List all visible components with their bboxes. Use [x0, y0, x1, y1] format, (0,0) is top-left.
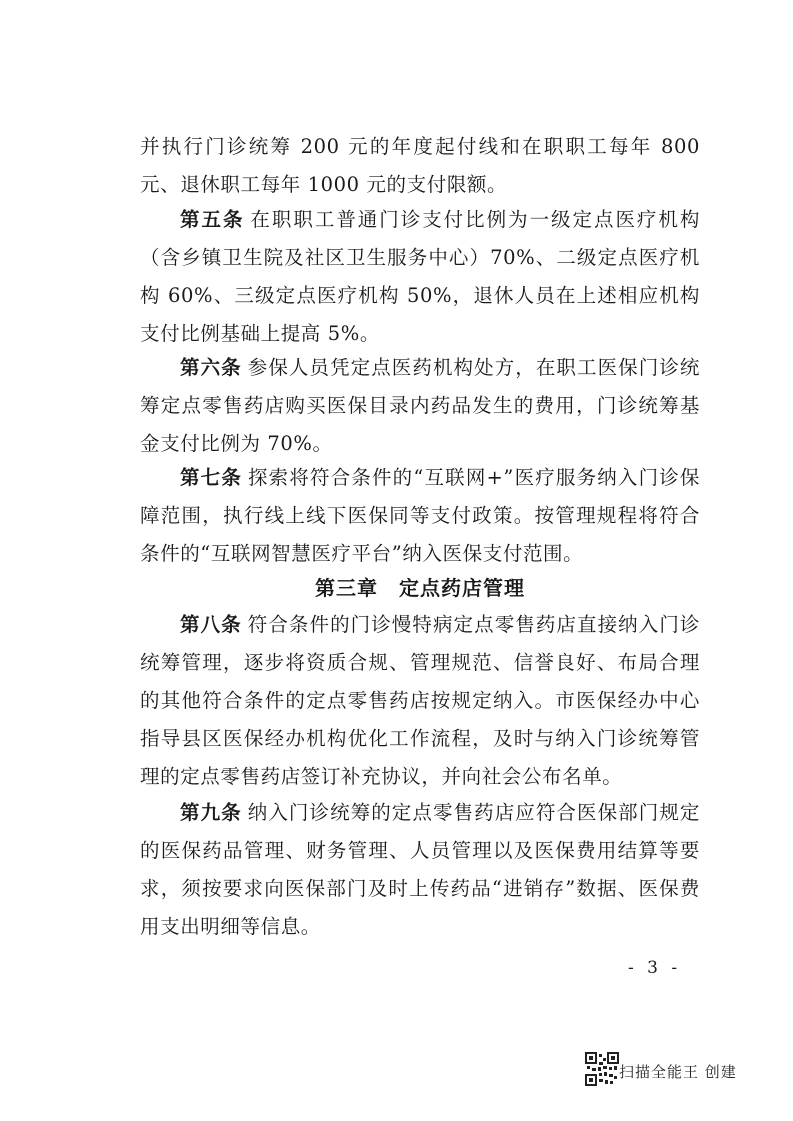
paragraph-text: 参保人员凭定点医药机构处方，在职工医保门诊统筹定点零售药店购买医保目录内药品发生的费用，门诊统筹基金支付比例为 70%。	[140, 356, 700, 455]
article-label: 第九条	[180, 801, 242, 824]
chapter-title: 第三章 定点药店管理	[315, 576, 525, 600]
article-7	[140, 459, 700, 573]
footer-text: 扫描全能王 创建	[619, 1062, 737, 1081]
paragraph-text: 探索将符合条件的“互联网+”医疗服务纳入门诊保障范围，执行线上线下医保同等支付政策。按管理规程将符合条件的“互联网智慧医疗平台”纳入医保支付范围。	[140, 466, 701, 565]
article-5	[140, 201, 700, 353]
article-label: 第八条	[180, 613, 242, 636]
article-6	[140, 349, 700, 463]
article-8	[140, 606, 700, 796]
article-label: 第七条	[180, 466, 243, 489]
paragraph-continuation	[140, 128, 700, 204]
article-9	[140, 794, 700, 946]
article-label: 第五条	[180, 208, 245, 231]
paragraph-text: 符合条件的门诊慢特病定点零售药店直接纳入门诊统筹管理，逐步将资质合规、管理规范、信誉良好、布局合理的其他符合条件的定点零售药店按规定纳入。市医保经办中心指导县区医保经办机构优化工作流程，及时与纳入门诊统筹管理的定点零售药店签订补充协议，并向社会公布名单。	[140, 613, 700, 788]
paragraph-text: 并执行门诊统筹 200 元的年度起付线和在职职工每年 800 元、退休职工每年 1000 元的支付限额。	[140, 135, 700, 196]
paragraph-text: 纳入门诊统筹的定点零售药店应符合医保部门规定的医保药品管理、财务管理、人员管理以及医保费用结算等要求，须按要求向医保部门及时上传药品“进销存”数据、医保费用支出明细等信息。	[140, 801, 700, 938]
qr-code-icon	[585, 1052, 619, 1090]
scanner-watermark	[585, 1052, 737, 1090]
article-label: 第六条	[180, 356, 242, 379]
paragraph-text: 在职职工普通门诊支付比例为一级定点医疗机构（含乡镇卫生院及社区卫生服务中心）70%、二级定点医疗机构 60%、三级定点医疗机构 50%，退休人员在上述相应机构支付比例基础上提高 5%。	[140, 208, 700, 345]
page-number: - 3 -	[628, 958, 682, 978]
